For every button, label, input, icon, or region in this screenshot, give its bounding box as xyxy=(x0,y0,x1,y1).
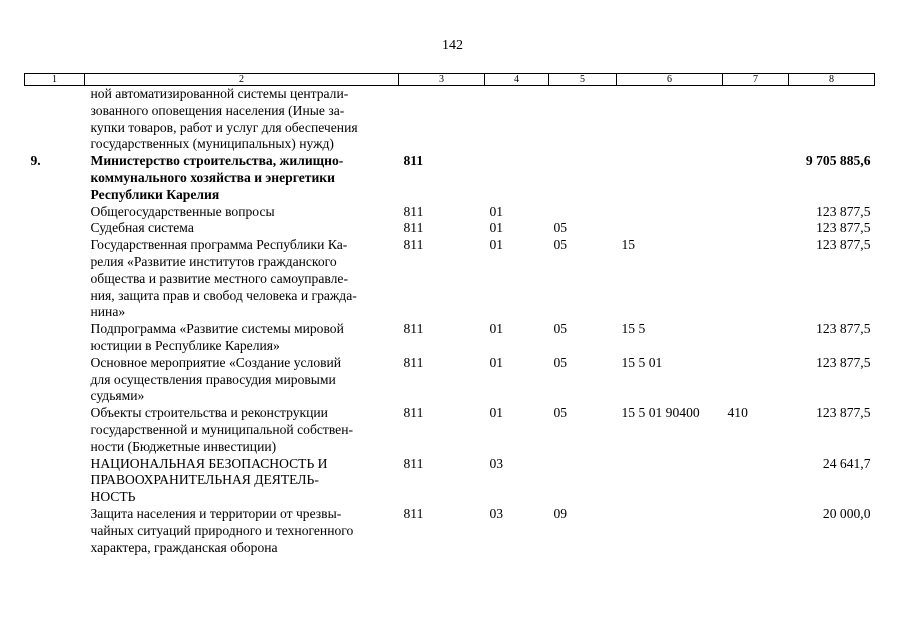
col-header-4: 4 xyxy=(485,74,549,86)
item-name: Подпрограмма «Развитие системы мировой юстиции в Республике Карелия» xyxy=(90,321,344,353)
ministry-code: 811 xyxy=(403,203,424,219)
expense-type-code xyxy=(723,456,789,506)
expense-type-code xyxy=(723,321,789,355)
amount xyxy=(789,86,875,154)
target-article-code: 15 xyxy=(621,237,636,253)
item-name: Общегосударственные вопросы xyxy=(90,203,275,219)
subsection-code xyxy=(549,86,617,154)
section-code: 01 xyxy=(489,203,504,219)
expense-type-code: 410 xyxy=(727,405,748,421)
target-article-code xyxy=(617,506,723,556)
subsection-code xyxy=(549,153,617,203)
subsection-code: 09 xyxy=(553,505,568,521)
col-header-1: 1 xyxy=(25,74,85,86)
section-code: 03 xyxy=(489,455,504,471)
row-number xyxy=(25,506,85,556)
row-number xyxy=(25,456,85,506)
table-row xyxy=(25,153,875,203)
item-name: НАЦИОНАЛЬНАЯ БЕЗОПАСНОСТЬ И ПРАВООХРАНИТЕЛЬНАЯ ДЕЯТЕЛЬ- НОСТЬ xyxy=(90,455,328,505)
amount: 123 877,5 xyxy=(816,354,871,370)
expense-type-code xyxy=(723,204,789,221)
amount: 123 877,5 xyxy=(816,237,871,253)
amount: 9 705 885,6 xyxy=(805,153,871,169)
col-header-2: 2 xyxy=(85,74,399,86)
table-row xyxy=(25,456,875,506)
item-name: Судебная система xyxy=(90,220,194,236)
section-code: 01 xyxy=(489,405,504,421)
col-header-5: 5 xyxy=(549,74,617,86)
target-article-code xyxy=(617,220,723,237)
row-number xyxy=(25,204,85,221)
subsection-code: 05 xyxy=(553,321,568,337)
ministry-code xyxy=(399,86,485,154)
section-code: 01 xyxy=(489,220,504,236)
target-article-code: 15 5 xyxy=(621,321,646,337)
target-article-code: 15 5 01 xyxy=(621,354,663,370)
subsection-code: 05 xyxy=(553,405,568,421)
section-code: 01 xyxy=(489,354,504,370)
col-header-7: 7 xyxy=(723,74,789,86)
item-name: Основное мероприятие «Создание условий для осуществления правосудия мировыми судьями» xyxy=(90,354,342,404)
expense-type-code xyxy=(723,153,789,203)
column-number-header xyxy=(25,74,875,86)
subsection-code xyxy=(549,204,617,221)
budget-table xyxy=(24,73,875,556)
section-code xyxy=(485,153,549,203)
ministry-code: 811 xyxy=(403,455,424,471)
expense-type-code xyxy=(723,237,789,321)
subsection-code: 05 xyxy=(553,354,568,370)
subsection-code: 05 xyxy=(553,220,568,236)
table-body xyxy=(25,86,875,557)
row-number xyxy=(25,220,85,237)
table-row xyxy=(25,220,875,237)
row-number xyxy=(25,321,85,355)
row-number: 9. xyxy=(30,153,41,169)
section-code xyxy=(485,86,549,154)
item-name: ной автоматизированной системы централи- зованного оповещения населения (Иные за- купки товаров, работ и услуг для обеспечения государственных (муниципальных) нужд) xyxy=(90,86,358,152)
section-code: 03 xyxy=(489,505,504,521)
ministry-code: 811 xyxy=(403,354,424,370)
table-row xyxy=(25,321,875,355)
table-row xyxy=(25,355,875,405)
ministry-code: 811 xyxy=(403,405,424,421)
row-number xyxy=(25,86,85,154)
amount: 24 641,7 xyxy=(822,455,871,471)
ministry-code: 811 xyxy=(403,220,424,236)
table-row xyxy=(25,237,875,321)
amount: 123 877,5 xyxy=(816,203,871,219)
col-header-3: 3 xyxy=(399,74,485,86)
amount: 123 877,5 xyxy=(816,321,871,337)
item-name: Государственная программа Республики Ка- релия «Развитие институтов гражданского общества и развитие местного самоуправле- ния, защита прав и свобод человека и гражда- нина» xyxy=(90,237,357,320)
section-code: 01 xyxy=(489,237,504,253)
row-number xyxy=(25,355,85,405)
amount: 20 000,0 xyxy=(822,505,871,521)
ministry-code: 811 xyxy=(403,321,424,337)
row-number xyxy=(25,237,85,321)
expense-type-code xyxy=(723,506,789,556)
item-name: Защита населения и территории от чрезвы- чайных ситуаций природного и техногенного характера, гражданская оборона xyxy=(90,505,354,555)
ministry-code: 811 xyxy=(403,153,424,169)
item-name: Министерство строительства, жилищно- коммунального хозяйства и энергетики Республики Карелия xyxy=(90,153,344,202)
col-header-8: 8 xyxy=(789,74,875,86)
table-row xyxy=(25,405,875,455)
amount: 123 877,5 xyxy=(816,220,871,236)
section-code: 01 xyxy=(489,321,504,337)
target-article-code xyxy=(617,204,723,221)
ministry-code: 811 xyxy=(403,237,424,253)
subsection-code: 05 xyxy=(553,237,568,253)
target-article-code xyxy=(617,153,723,203)
target-article-code xyxy=(617,86,723,154)
col-header-6: 6 xyxy=(617,74,723,86)
target-article-code xyxy=(617,456,723,506)
expense-type-code xyxy=(723,220,789,237)
row-number xyxy=(25,405,85,455)
expense-type-code xyxy=(723,355,789,405)
page-number: 142 xyxy=(442,38,463,53)
table-row xyxy=(25,506,875,556)
amount: 123 877,5 xyxy=(816,405,871,421)
item-name: Объекты строительства и реконструкции государственной и муниципальной собствен- ности (Бюджетные инвестиции) xyxy=(90,405,354,454)
table-row xyxy=(25,204,875,221)
expense-type-code xyxy=(723,86,789,154)
target-article-code: 15 5 01 90400 xyxy=(621,405,700,421)
ministry-code: 811 xyxy=(403,505,424,521)
subsection-code xyxy=(549,456,617,506)
table-row xyxy=(25,86,875,154)
